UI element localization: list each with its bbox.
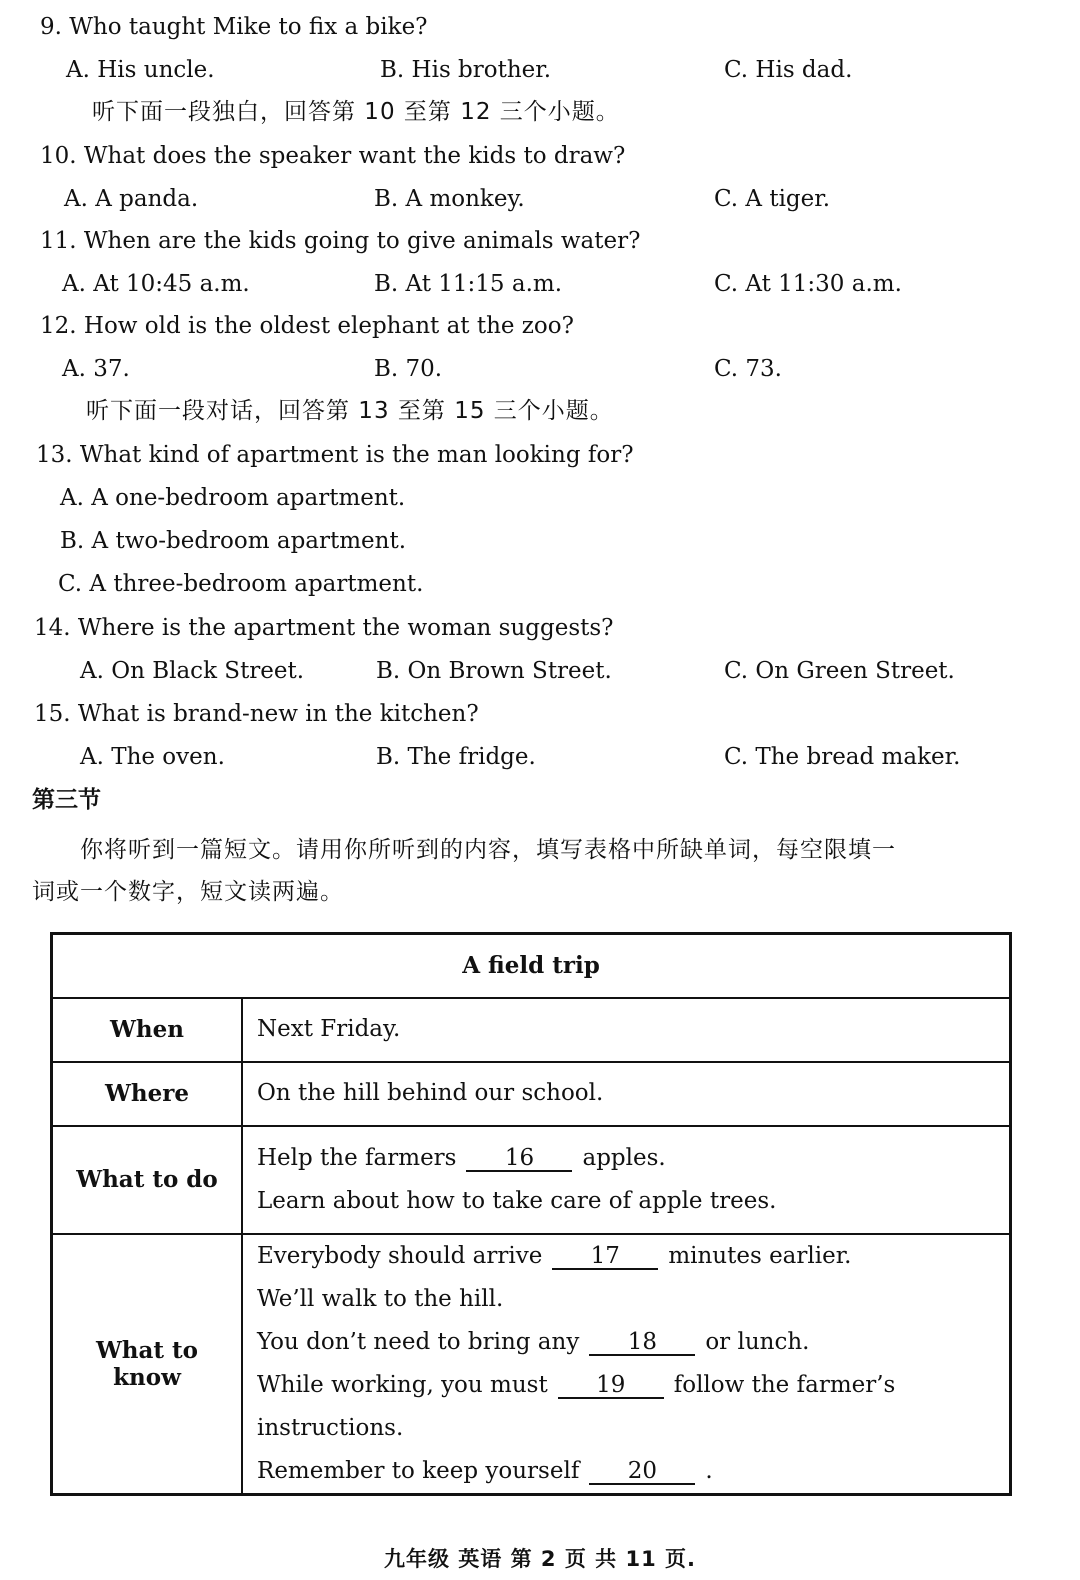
table-title-row <box>52 934 1011 998</box>
q12-option-a: A. 37. <box>62 356 130 382</box>
blank-17[interactable]: 17 <box>552 1244 658 1270</box>
q15-option-c: C. The bread maker. <box>724 744 961 770</box>
section-3-heading: 第三节 <box>32 787 101 813</box>
know-line-4: While working, you must 19 follow the farmer’s instructions. <box>257 1371 896 1441</box>
table-row-what-to-do <box>52 1126 1011 1234</box>
question-13: 13. What kind of apartment is the man looking for? <box>36 442 634 468</box>
q13-option-b: B. A two-bedroom apartment. <box>60 528 407 554</box>
page-footer: 九年级 英语 第 2 页 共 11 页. <box>384 1547 696 1571</box>
q9-option-b: B. His brother. <box>380 57 552 83</box>
q14-option-a: A. On Black Street. <box>80 658 305 684</box>
row-label-what-to-know: What to know <box>52 1234 243 1495</box>
know-line-1: Everybody should arrive 17 minutes earlier. <box>257 1242 852 1269</box>
question-14: 14. Where is the apartment the woman suggests? <box>34 615 614 641</box>
q11-option-b: B. At 11:15 a.m. <box>374 271 563 297</box>
monologue-instruction: 听下面一段独白，回答第 10 至第 12 三个小题。 <box>92 99 620 125</box>
q12-option-b: B. 70. <box>374 356 443 382</box>
q10-option-c: C. A tiger. <box>714 186 831 212</box>
row-content-when: Next Friday. <box>242 998 1011 1062</box>
todo-line-1: Help the farmers 16 apples. <box>257 1144 666 1171</box>
q10-option-b: B. A monkey. <box>374 186 525 212</box>
q10-option-a: A. A panda. <box>64 186 199 212</box>
know-line-5: Remember to keep yourself 20 . <box>257 1457 713 1484</box>
blank-20[interactable]: 20 <box>589 1459 695 1485</box>
table-row-what-to-know <box>52 1234 1011 1495</box>
question-9: 9. Who taught Mike to fix a bike? <box>40 14 428 40</box>
table-row-where <box>52 1062 1011 1126</box>
q9-option-a: A. His uncle. <box>66 57 215 83</box>
question-12: 12. How old is the oldest elephant at the zoo? <box>40 313 574 339</box>
row-label-where: Where <box>52 1062 243 1126</box>
section-3-instruction-line1: 你将听到一篇短文。请用你所听到的内容，填写表格中所缺单词，每空限填一 <box>80 837 896 863</box>
q11-option-a: A. At 10:45 a.m. <box>62 271 250 297</box>
q13-option-a: A. A one-bedroom apartment. <box>60 485 406 511</box>
table-title: A field trip <box>52 934 1011 998</box>
blank-18[interactable]: 18 <box>589 1330 695 1356</box>
question-15: 15. What is brand-new in the kitchen? <box>34 701 479 727</box>
blank-19[interactable]: 19 <box>558 1373 664 1399</box>
row-content-what-to-know <box>242 1234 1011 1495</box>
know-line-3: You don’t need to bring any 18 or lunch. <box>257 1328 810 1355</box>
q11-option-c: C. At 11:30 a.m. <box>714 271 902 297</box>
table-row-when <box>52 998 1011 1062</box>
question-11: 11. When are the kids going to give animals water? <box>40 228 641 254</box>
q15-option-b: B. The fridge. <box>376 744 536 770</box>
dialogue-instruction: 听下面一段对话，回答第 13 至第 15 三个小题。 <box>86 398 614 424</box>
row-content-where: On the hill behind our school. <box>242 1062 1011 1126</box>
blank-16[interactable]: 16 <box>466 1146 572 1172</box>
row-label-what-to-do: What to do <box>52 1126 243 1234</box>
q14-option-b: B. On Brown Street. <box>376 658 612 684</box>
question-10: 10. What does the speaker want the kids to draw? <box>40 143 626 169</box>
know-line-2: We’ll walk to the hill. <box>257 1285 504 1312</box>
q14-option-c: C. On Green Street. <box>724 658 955 684</box>
q13-option-c: C. A three-bedroom apartment. <box>58 571 424 597</box>
field-trip-table <box>50 932 1012 1496</box>
row-content-what-to-do <box>242 1126 1011 1234</box>
section-3-instruction-line2: 词或一个数字，短文读两遍。 <box>32 879 344 905</box>
q12-option-c: C. 73. <box>714 356 782 382</box>
todo-line-2: Learn about how to take care of apple trees. <box>257 1187 777 1214</box>
row-label-when: When <box>52 998 243 1062</box>
q15-option-a: A. The oven. <box>80 744 225 770</box>
q9-option-c: C. His dad. <box>724 57 853 83</box>
